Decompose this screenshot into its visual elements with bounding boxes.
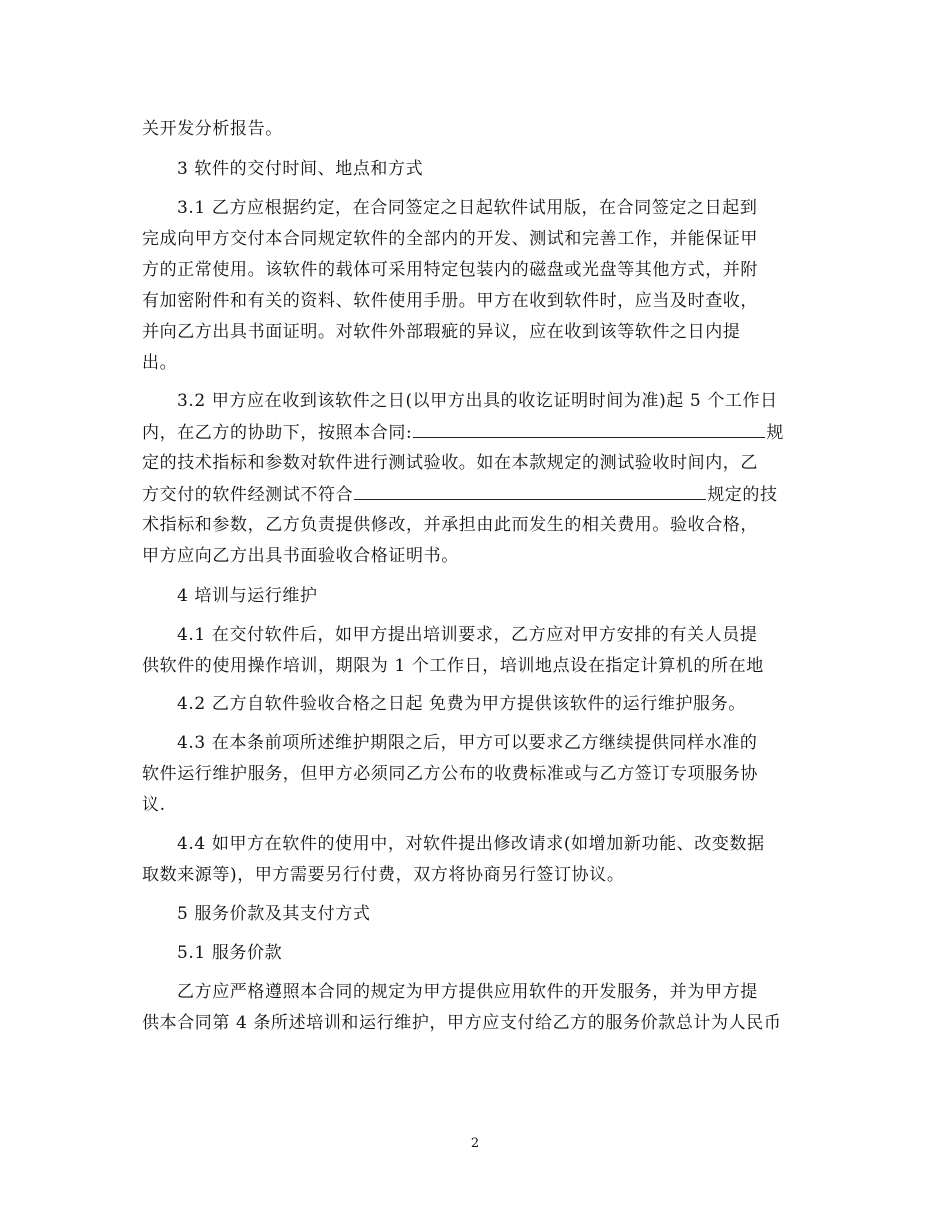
paragraph-line: 软件运行维护服务，但甲方必须同乙方公布的收费标准或与乙方签订专项服务协: [142, 764, 758, 784]
paragraph-line: 方的正常使用。该软件的载体可采用特定包装内的磁盘或光盘等其他方式，并附: [142, 260, 758, 280]
paragraph-line: 甲方应向乙方出具书面验收合格证明书。: [142, 546, 459, 566]
line-text: 规定的技: [707, 485, 778, 505]
paragraph-line: 4.1 在交付软件后，如甲方提出培训要求，乙方应对甲方安排的有关人员提: [177, 625, 758, 645]
paragraph-line: 并向乙方出具书面证明。对软件外部瑕疵的异议，应在收到该等软件之日内提: [142, 322, 741, 342]
line-text: 内，在乙方的协助下，按照本合同:: [142, 423, 413, 443]
paragraph-line: 定的技术指标和参数对软件进行测试验收。如在本款规定的测试验收时间内，乙: [142, 453, 758, 473]
paragraph-line: 4.4 如甲方在软件的使用中，对软件提出修改请求(如增加新功能、改变数据: [177, 834, 765, 854]
paragraph-line: 完成向甲方交付本合同规定软件的全部内的开发、测试和完善工作，并能保证甲: [142, 229, 758, 249]
paragraph-line-with-blank: [142, 482, 778, 507]
paragraph-line: 术指标和参数，乙方负责提供修改，并承担由此而发生的相关费用。验收合格，: [142, 515, 758, 535]
line-text: 方交付的软件经测试不符合: [142, 485, 354, 505]
paragraph-line: 关开发分析报告。: [142, 119, 283, 139]
paragraph-line: 供本合同第 4 条所述培训和运行维护，甲方应支付给乙方的服务价款总计为人民币: [142, 1013, 782, 1033]
fill-in-blank: [354, 482, 706, 500]
paragraph-line: 乙方应严格遵照本合同的规定为甲方提供应用软件的开发服务，并为甲方提: [177, 982, 758, 1002]
paragraph-line: 供软件的使用操作培训，期限为 1 个工作日，培训地点设在指定计算机的所在地: [142, 656, 764, 676]
paragraph-line: 4.2 乙方自软件验收合格之日起 免费为甲方提供该软件的运行维护服务。: [177, 694, 746, 714]
section-heading-3: 3 软件的交付时间、地点和方式: [177, 159, 424, 179]
paragraph-line: 取数来源等)，甲方需要另行付费，双方将协商另行签订协议。: [142, 865, 625, 885]
paragraph-line: 4.3 在本条前项所述维护期限之后，甲方可以要求乙方继续提供同样水准的: [177, 733, 758, 753]
paragraph-line: 3.2 甲方应在收到该软件之日(以甲方出具的收讫证明时间为准)起 5 个工作日: [177, 391, 778, 411]
page-number: 2: [470, 1136, 480, 1151]
section-heading-4: 4 培训与运行维护: [177, 586, 318, 606]
paragraph-line-with-blank: [142, 420, 784, 445]
line-text: 规: [766, 423, 784, 443]
subsection-heading: 5.1 服务价款: [177, 943, 283, 963]
paragraph-line: 议.: [142, 795, 166, 815]
section-heading-5: 5 服务价款及其支付方式: [177, 904, 371, 924]
paragraph-line: 3.1 乙方应根据约定，在合同签定之日起软件试用版，在合同签定之日起到: [177, 198, 758, 218]
paragraph-line: 有加密附件和有关的资料、软件使用手册。甲方在收到软件时，应当及时查收，: [142, 291, 758, 311]
fill-in-blank: [413, 420, 765, 438]
paragraph-line: 出。: [142, 353, 178, 373]
